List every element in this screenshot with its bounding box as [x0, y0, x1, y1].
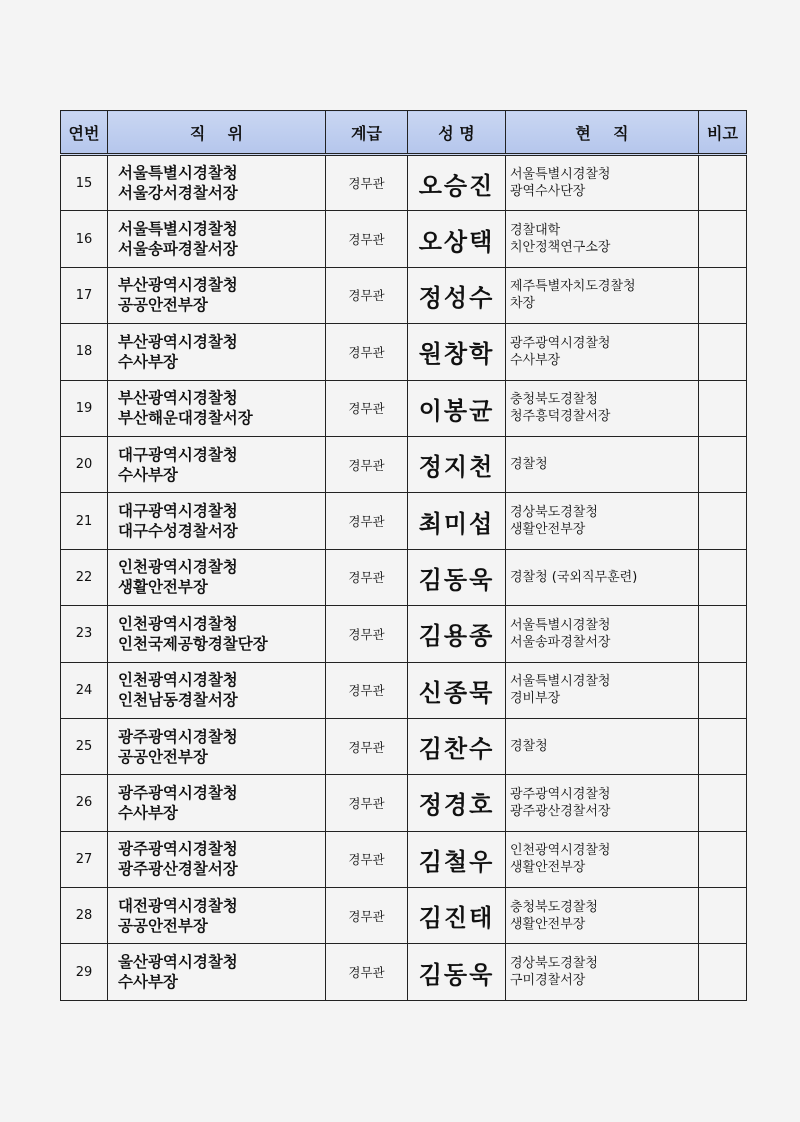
- position-line: 서울특별시경찰청: [118, 220, 238, 239]
- name-cell: 김동욱: [408, 549, 506, 605]
- position-line: 공공안전부장: [118, 296, 208, 315]
- table-row: [61, 380, 747, 436]
- current-post-line: 인천광역시경찰청: [510, 843, 611, 859]
- position-line: 대구수성경찰서장: [118, 522, 238, 541]
- rank-cell: 경무관: [326, 831, 408, 887]
- note-cell: [699, 718, 747, 774]
- current-post-line: 광주광산경찰서장: [510, 803, 611, 819]
- position-cell: [108, 380, 326, 436]
- current-post-line: 청주흥덕경찰서장: [510, 409, 611, 425]
- current-post-line: 제주특별자치도경찰청: [510, 279, 636, 295]
- row-number: 18: [61, 324, 108, 380]
- current-post-line: 서울특별시경찰청: [510, 167, 611, 183]
- table-body: [61, 155, 747, 1001]
- rank-cell: 경무관: [326, 662, 408, 718]
- note-cell: [699, 606, 747, 662]
- position-line: 수사부장: [118, 973, 178, 992]
- note-cell: [699, 155, 747, 211]
- position-line: 인천광역시경찰청: [118, 614, 238, 633]
- position-line: 서울특별시경찰청: [118, 164, 238, 183]
- position-cell: [108, 436, 326, 492]
- position-line: 광주광역시경찰청: [118, 840, 238, 859]
- position-line: 인천국제공항경찰단장: [118, 634, 268, 653]
- name-cell: 오승진: [408, 155, 506, 211]
- table-row: [61, 662, 747, 718]
- rank-cell: 경무관: [326, 888, 408, 944]
- position-cell: [108, 606, 326, 662]
- position-cell: [108, 662, 326, 718]
- row-number: 26: [61, 775, 108, 831]
- row-number: 28: [61, 888, 108, 944]
- personnel-table: [60, 110, 747, 1001]
- rank-cell: 경무관: [326, 718, 408, 774]
- current-post-line: 충청북도경찰청: [510, 899, 598, 915]
- position-cell: [108, 944, 326, 1000]
- position-cell: [108, 831, 326, 887]
- rank-cell: 경무관: [326, 775, 408, 831]
- current-post-line: 광주광역시경찰청: [510, 335, 611, 351]
- position-line: 울산광역시경찰청: [118, 953, 238, 972]
- table-row: [61, 155, 747, 211]
- position-cell: [108, 888, 326, 944]
- current-post-cell: [506, 831, 699, 887]
- name-cell: 정성수: [408, 267, 506, 323]
- table-row: [61, 267, 747, 323]
- row-number: 22: [61, 549, 108, 605]
- rank-cell: 경무관: [326, 944, 408, 1000]
- table-row: [61, 831, 747, 887]
- table-row: [61, 718, 747, 774]
- note-cell: [699, 380, 747, 436]
- current-post-cell: [506, 718, 699, 774]
- rank-cell: 경무관: [326, 436, 408, 492]
- position-line: 부산해운대경찰서장: [118, 409, 253, 428]
- position-line: 공공안전부장: [118, 747, 208, 766]
- table-row: [61, 775, 747, 831]
- row-number: 15: [61, 155, 108, 211]
- current-post-line: 서울특별시경찰청: [510, 674, 611, 690]
- current-post-line: 경상북도경찰청: [510, 956, 598, 972]
- current-post-cell: [506, 324, 699, 380]
- table-row: [61, 888, 747, 944]
- header-row: [61, 111, 747, 155]
- header-name: 성 명: [408, 111, 506, 155]
- current-post-line: 생활안전부장: [510, 860, 586, 876]
- rank-cell: 경무관: [326, 324, 408, 380]
- position-line: 공공안전부장: [118, 916, 208, 935]
- current-post-cell: [506, 380, 699, 436]
- position-line: 광주광역시경찰청: [118, 783, 238, 802]
- table-row: [61, 436, 747, 492]
- current-post-line: 경찰청 (국외직무훈련): [510, 569, 638, 585]
- row-number: 20: [61, 436, 108, 492]
- position-cell: [108, 211, 326, 267]
- current-post-cell: [506, 944, 699, 1000]
- current-post-cell: [506, 155, 699, 211]
- position-line: 대전광역시경찰청: [118, 896, 238, 915]
- rank-cell: 경무관: [326, 211, 408, 267]
- name-cell: 김진태: [408, 888, 506, 944]
- rank-cell: 경무관: [326, 155, 408, 211]
- position-line: 인천광역시경찰청: [118, 558, 238, 577]
- name-cell: 최미섭: [408, 493, 506, 549]
- row-number: 23: [61, 606, 108, 662]
- note-cell: [699, 662, 747, 718]
- position-line: 서울송파경찰서장: [118, 240, 238, 259]
- row-number: 16: [61, 211, 108, 267]
- position-line: 수사부장: [118, 352, 178, 371]
- name-cell: 신종묵: [408, 662, 506, 718]
- table-row: [61, 211, 747, 267]
- position-line: 대구광역시경찰청: [118, 445, 238, 464]
- position-line: 부산광역시경찰청: [118, 389, 238, 408]
- name-cell: 김용종: [408, 606, 506, 662]
- current-post-line: 수사부장: [510, 352, 561, 368]
- row-number: 24: [61, 662, 108, 718]
- current-post-cell: [506, 267, 699, 323]
- position-line: 생활안전부장: [118, 578, 208, 597]
- current-post-line: 광역수사단장: [510, 184, 586, 200]
- note-cell: [699, 944, 747, 1000]
- row-number: 25: [61, 718, 108, 774]
- header-rank: 계급: [326, 111, 408, 155]
- current-post-line: 경비부장: [510, 691, 561, 707]
- note-cell: [699, 775, 747, 831]
- position-cell: [108, 324, 326, 380]
- current-post-line: 치안정책연구소장: [510, 240, 611, 256]
- position-line: 수사부장: [118, 803, 178, 822]
- position-line: 인천광역시경찰청: [118, 671, 238, 690]
- note-cell: [699, 493, 747, 549]
- current-post-line: 충청북도경찰청: [510, 392, 598, 408]
- name-cell: 오상택: [408, 211, 506, 267]
- note-cell: [699, 267, 747, 323]
- position-line: 부산광역시경찰청: [118, 332, 238, 351]
- current-post-cell: [506, 606, 699, 662]
- current-post-line: 광주광역시경찰청: [510, 786, 611, 802]
- position-line: 대구광역시경찰청: [118, 502, 238, 521]
- rank-cell: 경무관: [326, 549, 408, 605]
- current-post-line: 생활안전부장: [510, 522, 586, 538]
- current-post-line: 구미경찰서장: [510, 973, 586, 989]
- current-post-cell: [506, 493, 699, 549]
- row-number: 19: [61, 380, 108, 436]
- note-cell: [699, 211, 747, 267]
- current-post-line: 차장: [510, 296, 536, 312]
- current-post-line: 서울특별시경찰청: [510, 617, 611, 633]
- name-cell: 김철우: [408, 831, 506, 887]
- current-post-line: 서울송파경찰서장: [510, 634, 611, 650]
- position-line: 인천남동경찰서장: [118, 691, 238, 710]
- table-row: [61, 324, 747, 380]
- row-number: 27: [61, 831, 108, 887]
- position-line: 서울강서경찰서장: [118, 184, 238, 203]
- current-post-line: 경상북도경찰청: [510, 505, 598, 521]
- table-row: [61, 549, 747, 605]
- position-cell: [108, 493, 326, 549]
- position-line: 광주광역시경찰청: [118, 727, 238, 746]
- current-post-line: 경찰청: [510, 739, 548, 755]
- name-cell: 김찬수: [408, 718, 506, 774]
- note-cell: [699, 436, 747, 492]
- position-line: 부산광역시경찰청: [118, 276, 238, 295]
- rank-cell: 경무관: [326, 606, 408, 662]
- name-cell: 원창학: [408, 324, 506, 380]
- rank-cell: 경무관: [326, 493, 408, 549]
- position-cell: [108, 267, 326, 323]
- current-post-line: 생활안전부장: [510, 916, 586, 932]
- row-number: 21: [61, 493, 108, 549]
- position-cell: [108, 155, 326, 211]
- table-row: [61, 944, 747, 1000]
- name-cell: 정경호: [408, 775, 506, 831]
- header-note: 비고: [699, 111, 747, 155]
- note-cell: [699, 324, 747, 380]
- header-no: 연번: [61, 111, 108, 155]
- current-post-cell: [506, 888, 699, 944]
- current-post-cell: [506, 211, 699, 267]
- row-number: 29: [61, 944, 108, 1000]
- current-post-cell: [506, 662, 699, 718]
- header-current: 현 직: [506, 111, 699, 155]
- rank-cell: 경무관: [326, 267, 408, 323]
- header-position: 직 위: [108, 111, 326, 155]
- table-row: [61, 493, 747, 549]
- current-post-line: 경찰대학: [510, 223, 561, 239]
- name-cell: 이봉균: [408, 380, 506, 436]
- name-cell: 정지천: [408, 436, 506, 492]
- current-post-cell: [506, 549, 699, 605]
- rank-cell: 경무관: [326, 380, 408, 436]
- row-number: 17: [61, 267, 108, 323]
- position-cell: [108, 718, 326, 774]
- position-line: 수사부장: [118, 465, 178, 484]
- note-cell: [699, 831, 747, 887]
- position-line: 광주광산경찰서장: [118, 860, 238, 879]
- current-post-cell: [506, 775, 699, 831]
- current-post-cell: [506, 436, 699, 492]
- note-cell: [699, 888, 747, 944]
- position-cell: [108, 775, 326, 831]
- table-row: [61, 606, 747, 662]
- position-cell: [108, 549, 326, 605]
- current-post-line: 경찰청: [510, 457, 548, 473]
- note-cell: [699, 549, 747, 605]
- name-cell: 김동욱: [408, 944, 506, 1000]
